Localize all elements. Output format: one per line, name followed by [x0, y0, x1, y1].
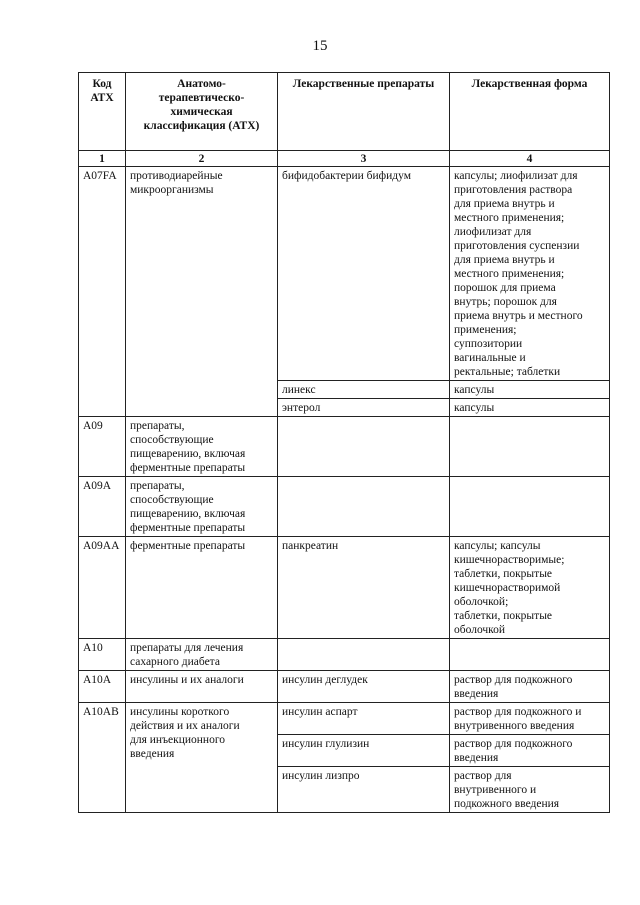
- drug-name: панкреатин: [278, 537, 450, 639]
- drug-name: инсулин аспарт: [278, 703, 450, 735]
- atx-drug-table: [78, 72, 610, 813]
- atx-code: A10: [79, 639, 126, 671]
- atx-classification: препараты, способствующие пищеварению, включая ферментные препараты: [126, 477, 278, 537]
- table-row: [79, 639, 610, 671]
- atx-code: A09: [79, 417, 126, 477]
- atx-code: A09A: [79, 477, 126, 537]
- atx-classification: ферментные препараты: [126, 537, 278, 639]
- drug-name: инсулин деглудек: [278, 671, 450, 703]
- atx-classification: препараты, способствующие пищеварению, включая ферментные препараты: [126, 417, 278, 477]
- header-code: Код АТХ: [79, 73, 126, 151]
- table-row: [79, 671, 610, 703]
- atx-classification: инсулины короткого действия и их аналоги для инъекционного введения: [126, 703, 278, 813]
- drug-name: линекс: [278, 381, 450, 399]
- atx-code: A10A: [79, 671, 126, 703]
- atx-code: A09AA: [79, 537, 126, 639]
- drug-form: капсулы: [450, 399, 610, 417]
- atx-code: A07FA: [79, 167, 126, 417]
- header-form: Лекарственная форма: [450, 73, 610, 151]
- drug-form: капсулы; лиофилизат для приготовления раствора для приема внутрь и местного применения; лиофилизат для приготовления суспензии для приема внутрь и местного применения; порошок для приема внутрь; порошок для приема внутрь и местного применения; суппозитории вагинальные и ректальные; таблетки: [450, 167, 610, 381]
- table-row: [79, 477, 610, 537]
- drug-form: капсулы; капсулы кишечнорастворимые; таблетки, покрытые кишечнорастворимой оболочкой; таблетки, покрытые оболочкой: [450, 537, 610, 639]
- drug-form: раствор для подкожного введения: [450, 671, 610, 703]
- header-classification: Анатомо- терапевтическо- химическая классификация (АТХ): [126, 73, 278, 151]
- drug-name: энтерол: [278, 399, 450, 417]
- table-row: [79, 167, 610, 381]
- header-drugs: Лекарственные препараты: [278, 73, 450, 151]
- page-number: 15: [312, 38, 328, 54]
- atx-classification: противодиарейные микроорганизмы: [126, 167, 278, 417]
- atx-code: A10AB: [79, 703, 126, 813]
- atx-classification: инсулины и их аналоги: [126, 671, 278, 703]
- drug-form: [450, 477, 610, 537]
- table-row: [79, 417, 610, 477]
- column-number: 1: [79, 151, 126, 167]
- drug-name: [278, 477, 450, 537]
- drug-name: инсулин лизпро: [278, 767, 450, 813]
- column-number: 2: [126, 151, 278, 167]
- drug-form: раствор для подкожного введения: [450, 735, 610, 767]
- drug-form: раствор для внутривенного и подкожного введения: [450, 767, 610, 813]
- drug-name: [278, 639, 450, 671]
- drug-form: [450, 417, 610, 477]
- column-number-row: [79, 151, 610, 167]
- drug-form: капсулы: [450, 381, 610, 399]
- table-header-row: [79, 73, 610, 151]
- table-row: [79, 537, 610, 639]
- drug-form: раствор для подкожного и внутривенного введения: [450, 703, 610, 735]
- table-row: [79, 703, 610, 735]
- drug-name: бифидобактерии бифидум: [278, 167, 450, 381]
- drug-form: [450, 639, 610, 671]
- column-number: 3: [278, 151, 450, 167]
- column-number: 4: [450, 151, 610, 167]
- drug-name: инсулин глулизин: [278, 735, 450, 767]
- drug-name: [278, 417, 450, 477]
- atx-classification: препараты для лечения сахарного диабета: [126, 639, 278, 671]
